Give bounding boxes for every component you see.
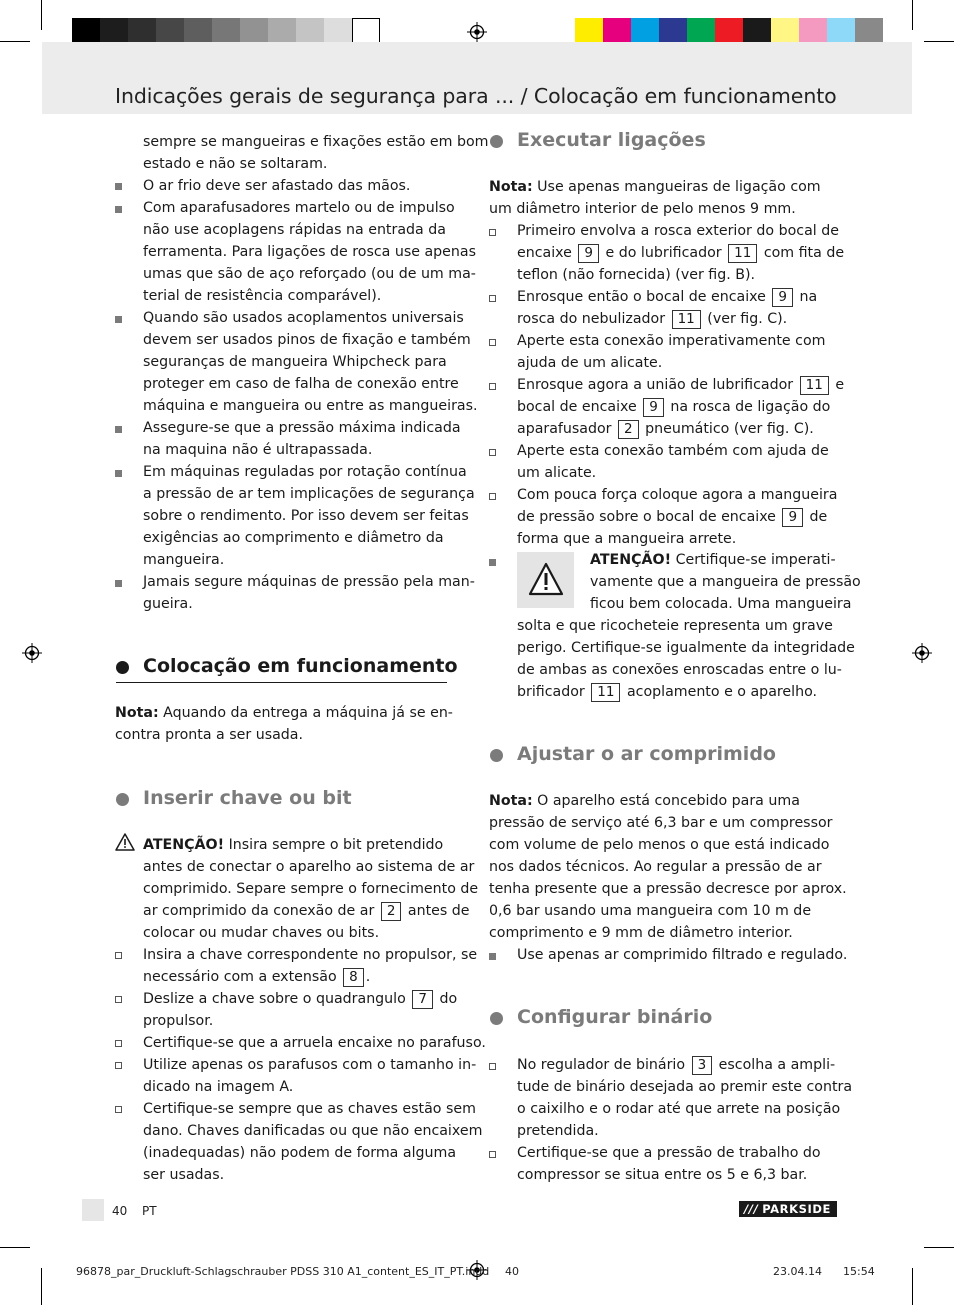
ref-number: 9 — [643, 398, 664, 417]
warning-triangle-icon — [528, 562, 564, 596]
step-text: propulsor. — [143, 1013, 214, 1029]
section-underline — [116, 682, 447, 683]
section-heading-torque: Configurar binário — [517, 1006, 713, 1028]
warning-text: ficou bem colocada. Uma mangueira — [590, 596, 852, 612]
bullet-square — [115, 183, 122, 190]
bullet-square — [115, 580, 122, 587]
note-line: tenha presente que a pressão decresce por aprox. — [489, 881, 847, 897]
bullet-text: devem ser usados pinos de fixação e também — [143, 332, 471, 348]
step-text: dano. Chaves danificadas ou que não encaixem — [143, 1123, 483, 1139]
note-line: comprimento e 9 mm de diâmetro interior. — [489, 925, 793, 941]
step-text: Aperte esta conexão imperativamente com — [517, 333, 826, 349]
step-text: dicado na imagem A. — [143, 1079, 294, 1095]
ref-number: 11 — [728, 244, 757, 263]
warning-text: antes de conectar o aparelho ao sistema de ar — [143, 859, 475, 875]
step-text: ajuda de um alicate. — [517, 355, 663, 371]
section-heading-commissioning: Colocação em funcionamento — [143, 655, 458, 677]
bullet-text: mangueira. — [143, 552, 225, 568]
step-checkbox — [489, 449, 496, 456]
step-text: um alicate. — [517, 465, 597, 481]
step-text: rosca do nebulizador 11 (ver fig. C). — [517, 311, 788, 327]
step-text: Certifique-se que a pressão de trabalho do — [517, 1145, 821, 1161]
step-text: forma que a mangueira arrete. — [517, 531, 737, 547]
warning-text: ATENÇÃO! Certifique-se imperati- — [590, 552, 836, 568]
step-text: aparafusador 2 pneumático (ver fig. C). — [517, 421, 814, 437]
note-line: com volume de pelo menos o que está indicado — [489, 837, 830, 853]
section-heading-connections: Executar ligações — [517, 129, 706, 151]
step-checkbox — [489, 339, 496, 346]
bullet-text: Jamais segure máquinas de pressão pela man- — [143, 574, 475, 590]
print-time: 15:54 — [843, 1265, 875, 1278]
step-checkbox — [489, 295, 496, 302]
step-checkbox — [489, 1063, 496, 1070]
step-text: Certifique-se que a arruela encaixe no parafuso. — [143, 1035, 486, 1051]
section-heading-air-pressure: Ajustar o ar comprimido — [517, 743, 776, 765]
warning-text: ar comprimido da conexão de ar 2 antes de — [143, 903, 470, 919]
bullet-text: ferramenta. Para ligações de rosca use apenas — [143, 244, 476, 260]
warning-text: perigo. Certifique-se igualmente da integridade — [517, 640, 855, 656]
ref-number: 2 — [618, 420, 639, 439]
warning-triangle-icon — [115, 833, 135, 851]
step-checkbox — [489, 1151, 496, 1158]
note-line: um diâmetro interior de pelo menos 9 mm. — [489, 201, 796, 217]
crop-mark — [0, 1247, 30, 1248]
warning-text: colocar ou mudar chaves ou bits. — [143, 925, 380, 941]
bullet-text: terial de resistência comparável). — [143, 288, 382, 304]
note-line: 0,6 bar usando uma mangueira com 10 m de — [489, 903, 812, 919]
bullet-text: gueira. — [143, 596, 193, 612]
step-checkbox — [115, 952, 122, 959]
warning-text: vamente que a mangueira de pressão — [590, 574, 861, 590]
bullet-text: Em máquinas reguladas por rotação contínua — [143, 464, 467, 480]
step-text: tude de binário desejada ao premir este contra — [517, 1079, 853, 1095]
section-heading-insert-bit: Inserir chave ou bit — [143, 787, 352, 809]
ref-number: 9 — [578, 244, 599, 263]
bullet-square — [115, 316, 122, 323]
bullet-text: sobre o rendimento. Por isso devem ser feitas — [143, 508, 469, 524]
step-text: compressor se situa entre os 5 e 6,3 bar. — [517, 1167, 808, 1183]
bullet-square — [115, 470, 122, 477]
bullet-text: umas que são de aço reforçado (ou de um ma- — [143, 266, 476, 282]
crop-mark — [0, 41, 30, 42]
file-page: 40 — [505, 1265, 519, 1278]
ref-number: 11 — [591, 683, 620, 702]
note-line: Nota: Use apenas mangueiras de ligação com — [489, 179, 821, 195]
ref-number: 11 — [800, 376, 829, 395]
step-text: encaixe 9 e do lubrificador 11 com fita de — [517, 245, 845, 261]
file-name: 96878_par_Druckluft-Schlagschrauber PDSS 310 A1_content_ES_IT_PT.indd — [76, 1265, 490, 1278]
page-number: 40 — [112, 1204, 128, 1218]
bullet-text: exigências ao comprimento e diâmetro da — [143, 530, 444, 546]
step-text: Enrosque então o bocal de encaixe 9 na — [517, 289, 818, 305]
step-text: Insira a chave correspondente no propulsor, se — [143, 947, 478, 963]
bullet-text: máquina e mangueira ou entre as mangueiras. — [143, 398, 478, 414]
step-text: Aperte esta conexão também com ajuda de — [517, 443, 829, 459]
step-text: de pressão sobre o bocal de encaixe 9 de — [517, 509, 828, 525]
note-line: Nota: Aquando da entrega a máquina já se en- — [115, 705, 453, 721]
crop-mark — [912, 0, 913, 30]
step-text: Deslize a chave sobre o quadrangulo 7 do — [143, 991, 458, 1007]
ref-number: 3 — [692, 1056, 713, 1075]
bullet-text: proteger em caso de falha de conexão entre — [143, 376, 459, 392]
ref-number: 2 — [381, 902, 402, 921]
crop-mark — [924, 1247, 954, 1248]
warning-box — [517, 552, 574, 608]
step-text: No regulador de binário 3 escolha a ampli- — [517, 1057, 836, 1073]
warning-text: comprimido. Separe sempre o fornecimento de — [143, 881, 479, 897]
warning-text: brificador 11 acoplamento e o aparelho. — [517, 684, 818, 700]
note-line: pressão de serviço até 6,3 bar e um compressor — [489, 815, 833, 831]
step-checkbox — [115, 1106, 122, 1113]
step-text: necessário com a extensão 8 . — [143, 969, 371, 985]
bullet-text: Assegure-se que a pressão máxima indicada — [143, 420, 461, 436]
section-bullet-icon — [116, 661, 129, 674]
crop-mark — [924, 41, 954, 42]
page-title: Indicações gerais de segurança para ... / Colocação em funcionamento — [115, 84, 837, 108]
step-text: teflon (não fornecida) (ver fig. B). — [517, 267, 756, 283]
ref-number: 8 — [343, 968, 364, 987]
ref-number: 7 — [412, 990, 433, 1009]
bullet-text: Quando são usados acoplamentos universais — [143, 310, 464, 326]
note-line: nos dados técnicos. Ao regular a pressão de ar — [489, 859, 822, 875]
warning-text: ATENÇÃO! Insira sempre o bit pretendido — [143, 837, 444, 853]
section-bullet-icon — [116, 793, 129, 806]
section-bullet-icon — [490, 1012, 503, 1025]
intro-line: sempre se mangueiras e fixações estão em bom — [143, 134, 489, 150]
language-code: PT — [142, 1204, 157, 1218]
step-checkbox — [489, 383, 496, 390]
note-line: contra pronta a ser usada. — [115, 727, 303, 743]
section-bullet-icon — [490, 135, 503, 148]
bullet-text: não use acoplagens rápidas na entrada da — [143, 222, 446, 238]
note-line: Nota: O aparelho está concebido para uma — [489, 793, 800, 809]
ref-number: 9 — [782, 508, 803, 527]
step-text: pretendida. — [517, 1123, 599, 1139]
step-text: Com pouca força coloque agora a mangueira — [517, 487, 838, 503]
warning-text: solta e que ricocheteie representa um grave — [517, 618, 833, 634]
bullet-square — [115, 426, 122, 433]
step-text: (inadequadas) não podem de forma alguma — [143, 1145, 457, 1161]
bullet-text: seguranças de mangueira Whipcheck para — [143, 354, 447, 370]
print-date: 23.04.14 — [773, 1265, 822, 1278]
bullet-text: na maquina não é ultrapassada. — [143, 442, 373, 458]
brand-logo: /// PARKSIDE — [739, 1201, 837, 1217]
step-text: ser usadas. — [143, 1167, 225, 1183]
page-number-box — [82, 1199, 104, 1221]
bullet-text: a pressão de ar tem implicações de segurança — [143, 486, 475, 502]
warning-text: de ambas as conexões enroscadas entre o lu- — [517, 662, 842, 678]
crop-mark — [912, 1268, 913, 1305]
bullet-text: Use apenas ar comprimido filtrado e regulado. — [517, 947, 848, 963]
step-checkbox — [489, 493, 496, 500]
step-text: Certifique-se sempre que as chaves estão sem — [143, 1101, 476, 1117]
step-checkbox — [489, 229, 496, 236]
intro-line: estado e não se soltaram. — [143, 156, 328, 172]
step-checkbox — [115, 996, 122, 1003]
step-text: Utilize apenas os parafusos com o tamanho in- — [143, 1057, 477, 1073]
step-checkbox — [115, 1040, 122, 1047]
step-checkbox — [115, 1062, 122, 1069]
ref-number: 11 — [672, 310, 701, 329]
section-bullet-icon — [490, 749, 503, 762]
bullet-square — [489, 953, 496, 960]
bullet-square — [489, 559, 496, 566]
crop-mark — [41, 1268, 42, 1305]
ref-number: 9 — [772, 288, 793, 307]
step-text: bocal de encaixe 9 na rosca de ligação do — [517, 399, 831, 415]
step-text: Primeiro envolva a rosca exterior do bocal de — [517, 223, 839, 239]
crop-mark — [41, 0, 42, 30]
bullet-square — [115, 206, 122, 213]
bullet-text: Com aparafusadores martelo ou de impulso — [143, 200, 455, 216]
step-text: o caixilho e o rodar até que arrete na posição — [517, 1101, 841, 1117]
bullet-text: O ar frio deve ser afastado das mãos. — [143, 178, 411, 194]
registration-mark-icon — [467, 22, 487, 42]
registration-mark-icon — [912, 643, 932, 663]
step-text: Enrosque agora a união de lubrificador 11 e — [517, 377, 845, 393]
registration-mark-icon — [22, 643, 42, 663]
